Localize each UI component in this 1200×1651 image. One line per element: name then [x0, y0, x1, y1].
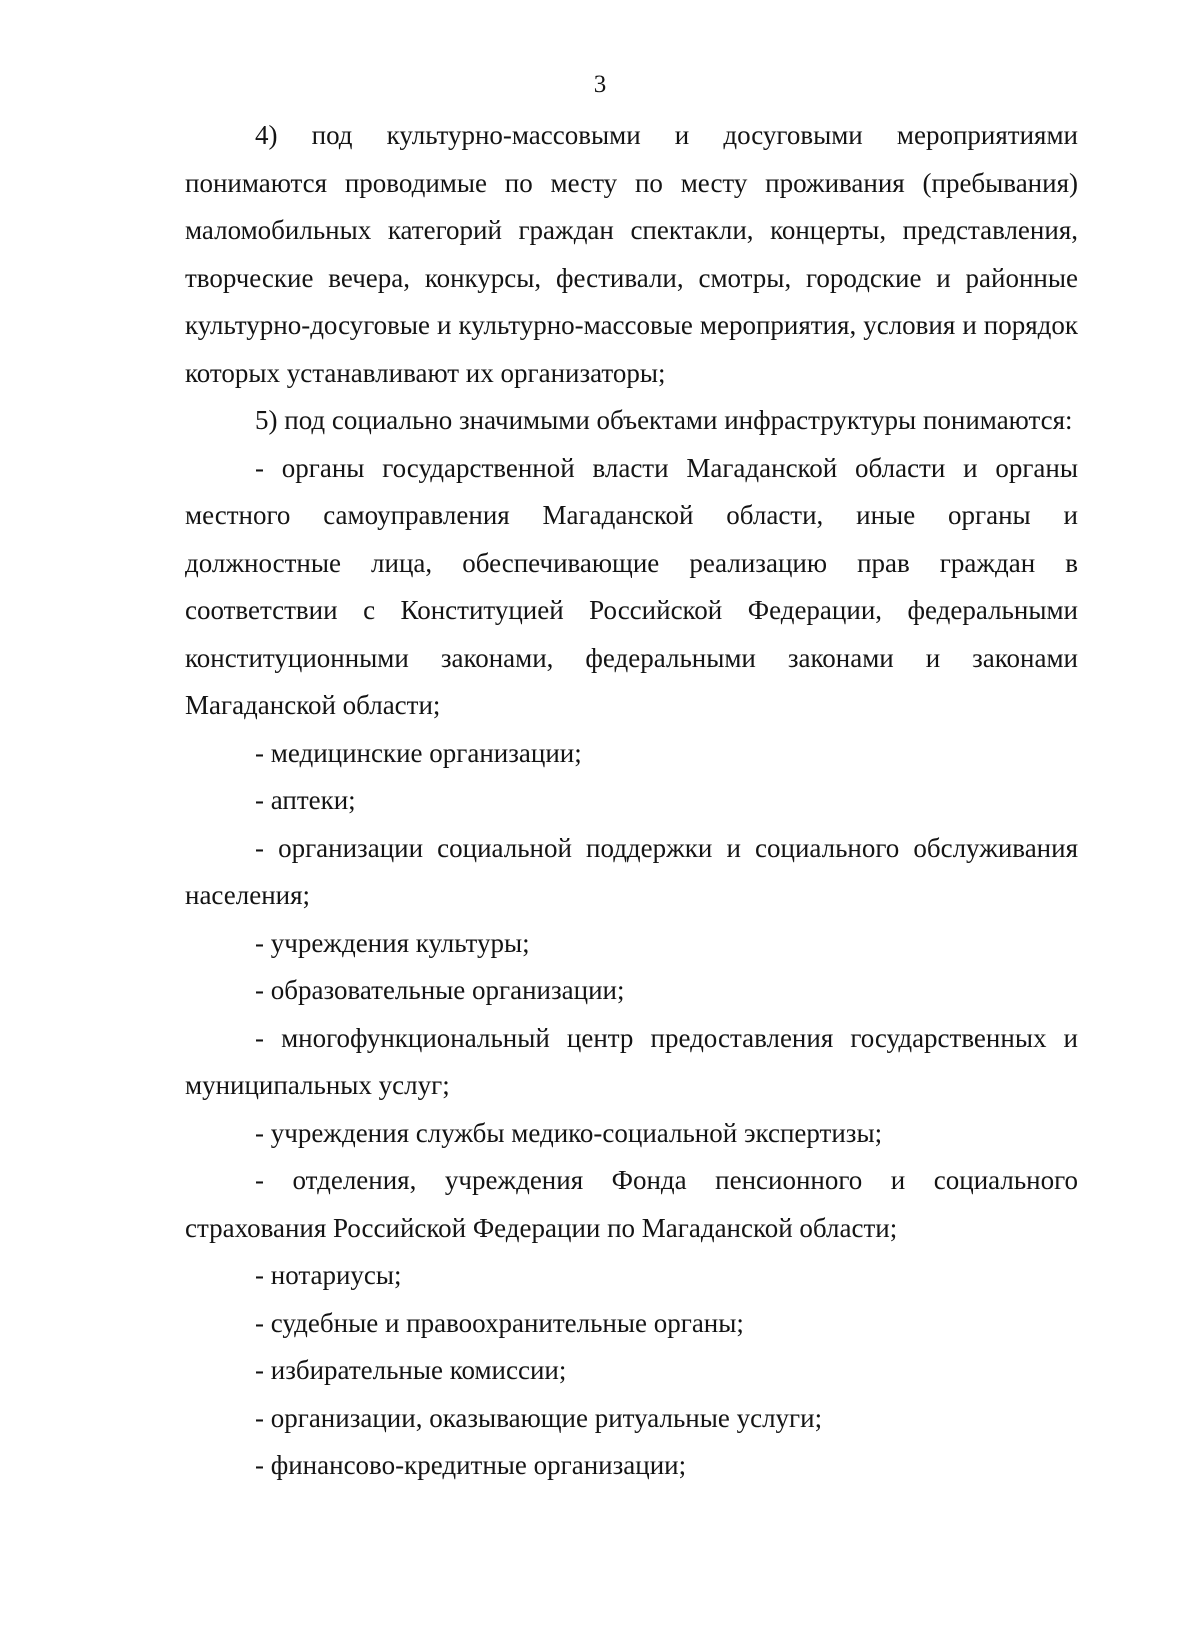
list-item-government-bodies: - органы государственной власти Магаданской области и органы местного самоуправления Магаданской области, иные органы и должностные лица, обеспечивающие реализацию прав граждан в соответствии с Конституцией Российской Федерации, федеральными конституционными законами, федеральными законами и законами Магаданской области; — [185, 452, 1078, 720]
list-item-pension-fund: - отделения, учреждения Фонда пенсионного и социального страхования Российской Федерации по Магаданской области; — [185, 1165, 1078, 1243]
list-item-financial-organizations: - финансово-кредитные организации; — [255, 1450, 687, 1480]
list-item-pharmacies: - аптеки; — [255, 785, 356, 815]
list-item-judicial-bodies: - судебные и правоохранительные органы; — [255, 1307, 744, 1338]
list-item-funeral-services: - организации, оказывающие ритуальные услуги; — [255, 1402, 823, 1433]
list-item-medical-social-expertise: - учреждения службы медико-социальной экспертизы; — [255, 1117, 883, 1148]
list-item-notaries: - нотариусы; — [255, 1260, 402, 1290]
list-item-medical-organizations: - медицинские организации; — [255, 737, 582, 768]
paragraph-item-5-social-infrastructure: 5) под социально значимыми объектами инфраструктуры понимаются: — [255, 405, 1073, 435]
list-item-educational-organizations: - образовательные организации; — [255, 975, 625, 1005]
document-body — [185, 112, 1078, 1490]
list-item-multifunctional-center: - многофункциональный центр предоставления государственных и муниципальных услуг; — [185, 1022, 1078, 1100]
list-item-culture-institutions: - учреждения культуры; — [255, 927, 530, 958]
paragraph-item-4-cultural-events: 4) под культурно-массовыми и досуговыми мероприятиями понимаются проводимые по месту по месту проживания (пребывания) маломобильных категорий граждан спектакли, концерты, представления, творческие вечера, конкурсы, фестивали, смотры, городские и районные культурно-досуговые и культурно-массовые мероприятия, условия и порядок которых устанавливают их организаторы; — [185, 120, 1078, 388]
list-item-election-commissions: - избирательные комиссии; — [255, 1355, 567, 1385]
page-number: 3 — [593, 71, 607, 98]
list-item-social-support: - организации социальной поддержки и социального обслуживания населения; — [185, 832, 1078, 910]
